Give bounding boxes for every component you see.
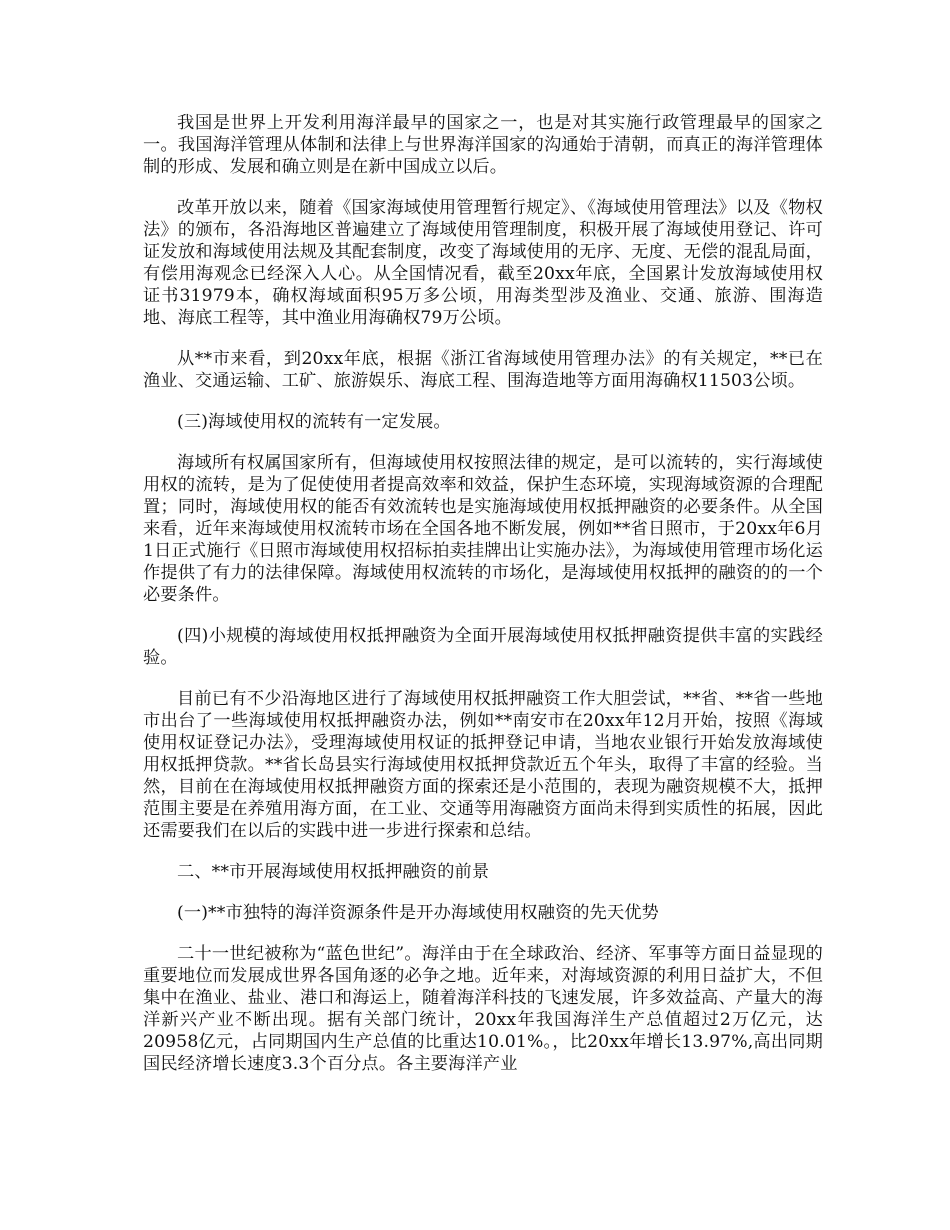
paragraph-experience: 目前已有不少沿海地区进行了海域使用权抵押融资工作大胆尝试，**省、**省一些地市出台了一些海域使用权抵押融资办法，例如**南安市在20xx年12月开始，按照《海域使用权证登记办法》，受理海域使用权证的抵押登记申请，当地农业银行开始发放海域使用权抵押贷款。**省长岛县实行海域使用权抵押贷款近五个年头，取得了丰富的经验。当然，目前在在海域使用权抵押融资方面的探索还是小范围的，表现为融资规模不大，抵押范围主要是在养殖用海方面，在工业、交通等用海融资方面尚未得到实质性的拓展，因此还需要我们在以后的实践中进一步进行探索和总结。: [143, 689, 823, 841]
paragraph-transfer: 海域所有权属国家所有，但海域使用权按照法律的规定，是可以流转的，实行海域使用权的流转，是为了促使使用者提高效率和效益，保护生态环境，实现海域资源的合理配置；同时，海域使用权的能否有效流转也是实施海域使用权抵押融资的必要条件。从全国来看，近年来海域使用权流转市场在全国各地不断发展，例如**省日照市，于20xx年6月1日正式施行《日照市海域使用权招标拍卖挂牌出让实施办法》，为海域使用管理市场化运作提供了有力的法律保障。海域使用权流转的市场化，是海域使用权抵押的融资的的一个必要条件。: [143, 453, 823, 605]
heading-section-3: (三)海域使用权的流转有一定发展。: [177, 412, 451, 432]
paragraph-city-status: 从**市来看，到20xx年底，根据《浙江省海域使用管理办法》的有关规定，**已在渔业、交通运输、工矿、旅游娱乐、海底工程、围海造地等方面用海确权11503公顷。: [143, 349, 823, 391]
heading-subsection-1: (一)**市独特的海洋资源条件是开办海域使用权融资的先天优势: [177, 903, 659, 923]
paragraph-history: 我国是世界上开发利用海洋最早的国家之一，也是对其实施行政管理最早的国家之一。我国海洋管理从体制和法律上与世界海洋国家的沟通始于清朝，而真正的海洋管理体制的形成、发展和确立则是在新中国成立以后。: [143, 113, 823, 177]
heading-part-2: 二、**市开展海域使用权抵押融资的前景: [177, 862, 490, 882]
heading-section-4: (四)小规模的海域使用权抵押融资为全面开展海域使用权抵押融资提供丰富的实践经验。: [143, 626, 823, 668]
paragraph-reform: 改革开放以来，随着《国家海域使用管理暂行规定》、《海域使用管理法》以及《物权法》的颁布，各沿海地区普遍建立了海域使用管理制度，积极开展了海域使用登记、许可证发放和海域使用法规及其配套制度，改变了海域使用的无序、无度、无偿的混乱局面，有偿用海观念已经深入人心。从全国情况看，截至20xx年底，全国累计发放海域使用权证书31979本，确权海域面积95万多公顷，用海类型涉及渔业、交通、旅游、围海造地、海底工程等，其中渔业用海确权79万公顷。: [143, 198, 823, 328]
document-body: [143, 112, 823, 1094]
paragraph-blue-century: 二十一世纪被称为“蓝色世纪”。海洋由于在全球政治、经济、军事等方面日益显现的重要地位而发展成世界各国角逐的必争之地。近年来，对海域资源的利用日益扩大，不但集中在渔业、盐业、港口和海运上，随着海洋科技的飞速发展，许多效益高、产量大的海洋新兴产业不断出现。据有关部门统计，20xx年我国海洋生产总值超过2万亿元，达20958亿元，占同期国内生产总值的比重达10.01%。，比20xx年增长13.97%,高出同期国民经济增长速度3.3个百分点。各主要海洋产业: [143, 944, 823, 1074]
